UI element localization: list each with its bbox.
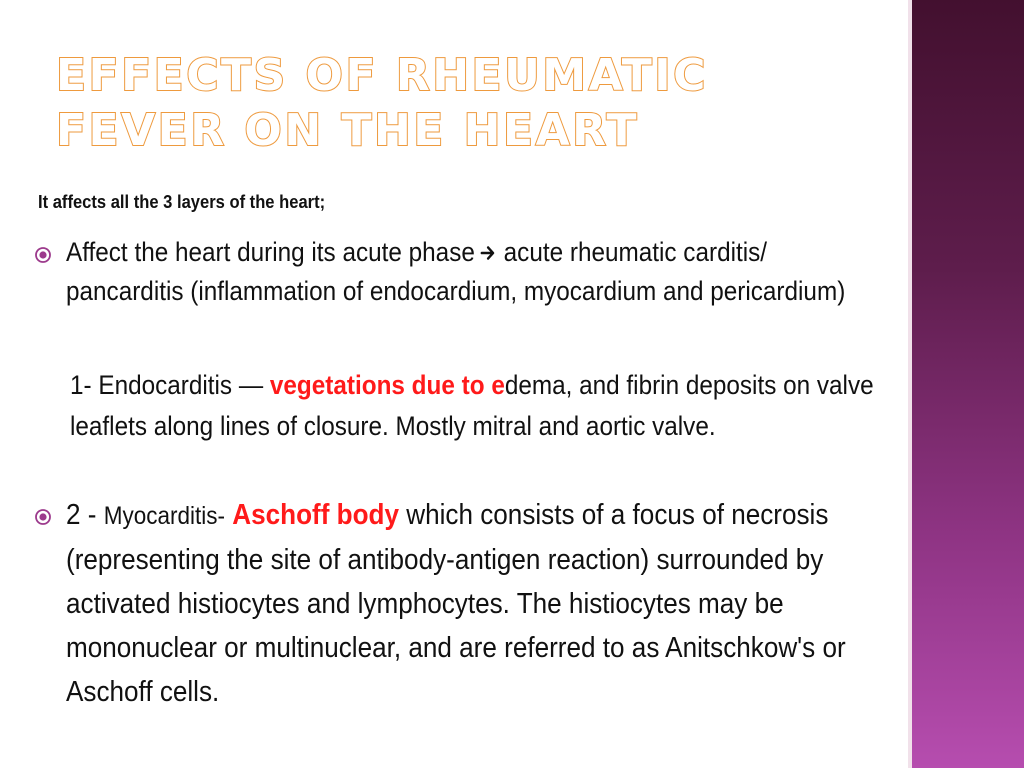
right-arrow-icon — [480, 244, 496, 262]
bullet-1-lead: Affect the heart during its acute phase — [66, 237, 475, 267]
bullet-2-rest: which consists of a focus of necrosis (representing the site of antibody-antigen reaction) surrounded by activated histiocytes and lymphocytes. The histiocytes may be mononuclear or multinuclear, and are referred to as Anitschkow's or Aschoff cells. — [66, 499, 846, 708]
bullet-1 — [66, 233, 858, 311]
circle-bullet-icon — [34, 246, 52, 264]
aschoff-body-highlight: Aschoff body — [232, 499, 399, 531]
bullet-2-number: 2 - — [66, 499, 104, 531]
bullet-2-term: Myocarditis- — [103, 502, 225, 530]
endocarditis-highlight: vegetations due to e — [269, 370, 505, 400]
endocarditis-rest: dema, and fibrin deposits on valve leaflets along lines of closure. Mostly mitral and aortic valve. — [70, 370, 874, 441]
bullet-2 — [66, 493, 876, 714]
endocarditis-text — [70, 365, 898, 447]
side-band — [912, 0, 1024, 768]
bullet-1-rest: acute rheumatic carditis/ pancarditis (inflammation of endocardium, myocardium and pericardium) — [66, 237, 846, 306]
endocarditis-prefix: 1- Endocarditis — — [70, 370, 270, 400]
intro-text: It affects all the 3 layers of the heart; — [38, 192, 326, 212]
slide-title: EFFECTS OF RHEUMATIC FEVER ON THE HEART — [56, 50, 708, 156]
circle-bullet-icon — [34, 508, 52, 526]
